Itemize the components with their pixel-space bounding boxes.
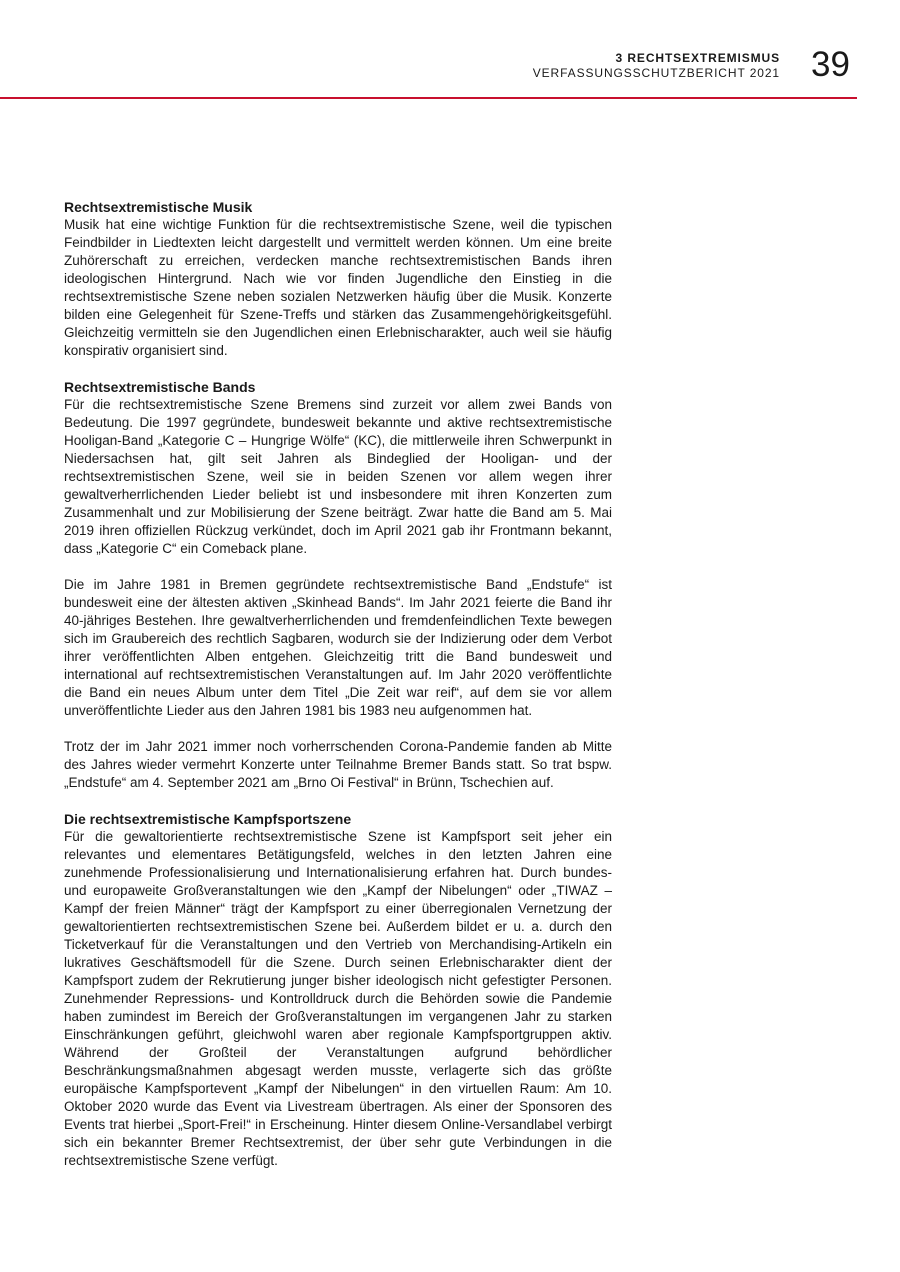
section-bands: [64, 378, 612, 792]
page-header: [0, 0, 900, 100]
paragraph: Für die rechtsextremistische Szene Bremens sind zurzeit vor allem zwei Bands von Bedeutung. Die 1997 gegründete, bundesweit bekannte und aktive rechtsextremistische Hooligan-Band „Kategorie C – Hungrige Wölfe“ (KC), die mittlerweile ihren Schwerpunkt in Niedersachsen hat, gilt seit Jahren als Bindeglied der Hooligan- und der rechtsextremistischen Szene, weil sie in beiden Szenen vor allem wegen ihrer gewaltverherrlichenden Lieder beliebt ist und insbesondere mit ihren Konzerten zum Zusammenhalt und zur Mobilisierung der Szene beiträgt. Zwar hatte die Band am 5. Mai 2019 ihren offiziellen Rückzug verkündet, doch im April 2021 gab ihr Frontmann bekannt, dass „Kategorie C“ ein Comeback plane.: [64, 397, 612, 556]
section-heading: Die rechtsextremistische Kampfsportszene: [64, 811, 352, 827]
paragraph: Für die gewaltorientierte rechtsextremistische Szene ist Kampfsport seit jeher ein relevantes und elementares Betätigungsfeld, welches in den letzten Jahren eine zunehmende Professionalisierung und Internationalisierung erfahren hat. Durch bundes- und europaweite Großveranstaltungen wie den „Kampf der Nibelungen“ oder „TIWAZ – Kampf der freien Männer“ trägt der Kampfsport zu einer überregionalen Vernetzung der gewaltorientierten rechtsextremistischen Szene bei. Außerdem bildet er u. a. durch den Ticketverkauf für die Veranstaltungen und den Vertrieb von Merchandising-Artikeln ein lukratives Geschäftsmodell für die Szene. Durch seinen Erlebnischarakter dient der Kampfsport zudem der Rekrutierung junger bisher ideologisch nicht gefestigter Personen. Zunehmender Repressions- und Kontrolldruck durch die Behörden sowie die Pandemie haben zumindest im Bereich der Großveranstaltungen im vergangenen Jahr zu starken Einschränkungen geführt, gleichwohl waren aber regionale Kampfsportgruppen aktiv. Während der Großteil der Veranstaltungen aufgrund behördlicher Beschränkungsmaßnahmen abgesagt werden musste, verlagerte sich das größte europäische Kampfsportevent „Kampf der Nibelungen“ in den virtuellen Raum: Am 10. Oktober 2020 wurde das Event via Livestream übertragen. Als einer der Sponsoren des Events trat hierbei „Sport-Frei!“ in Erscheinung. Hinter diesem Online-Versandlabel verbirgt sich ein bekannter Bremer Rechtsextremist, der über sehr gute Verbindungen in die rechtsextremistische Szene verfügt.: [64, 829, 612, 1168]
section-heading: Rechtsextremistische Musik: [64, 199, 253, 215]
paragraph: Trotz der im Jahr 2021 immer noch vorherrschenden Corona-Pandemie fanden ab Mitte des Jahres wieder vermehrt Konzerte unter Teilnahme Bremer Bands statt. So trat bspw. „Endstufe“ am 4. September 2021 am „Brno Oi Festival“ in Brünn, Tschechien auf.: [64, 739, 612, 790]
page-number: 39: [811, 45, 850, 84]
header-rule: [0, 97, 857, 99]
section-music: [64, 198, 612, 360]
report-title: VERFASSUNGSSCHUTZBERICHT 2021: [532, 66, 780, 80]
chapter-title: 3 RECHTSEXTREMISMUS: [615, 51, 780, 65]
paragraph: Musik hat eine wichtige Funktion für die rechtsextremistische Szene, weil die typischen Feindbilder in Liedtexten leicht dargestellt und vermittelt werden können. Um eine breite Zuhörerschaft zu erreichen, verdecken manche rechtsextremistischen Bands ihren ideologischen Hintergrund. Nach wie vor finden Jugendliche den Einstieg in die rechtsextremistische Szene neben sozialen Netzwerken häufig über die Musik. Konzerte bilden eine Gelegenheit für Szene-Treffs und stärken das Zusammengehörigkeitsgefühl. Gleichzeitig vermitteln sie den Jugendlichen einen Erlebnischarakter, auch weil sie häufig konspirativ organisiert sind.: [64, 217, 612, 358]
paragraph: Die im Jahre 1981 in Bremen gegründete rechtsextremistische Band „Endstufe“ ist bundesweit eine der ältesten aktiven „Skinhead Bands“. Im Jahr 2021 feierte die Band ihr 40-jähriges Bestehen. Ihre gewaltverherrlichenden und fremdenfeindlichen Texte bewegen sich im Graubereich des rechtlich Sagbaren, wodurch sie der Indizierung oder dem Verbot ihrer veröffentlichten Alben entgehen. Gleichzeitig tritt die Band bundesweit und international auf rechtsextremistischen Veranstaltungen auf. Im Jahr 2020 veröffentlichte die Band ein neues Album unter dem Titel „Die Zeit war reif“, auf dem sie vor allem unveröffentlichte Lieder aus den Jahren 1981 bis 1983 neu aufgenommen hat.: [64, 577, 612, 718]
section-martial-arts: [64, 810, 612, 1170]
section-heading: Rechtsextremistische Bands: [64, 379, 256, 395]
running-header: [533, 51, 780, 81]
main-content: [64, 198, 612, 1188]
